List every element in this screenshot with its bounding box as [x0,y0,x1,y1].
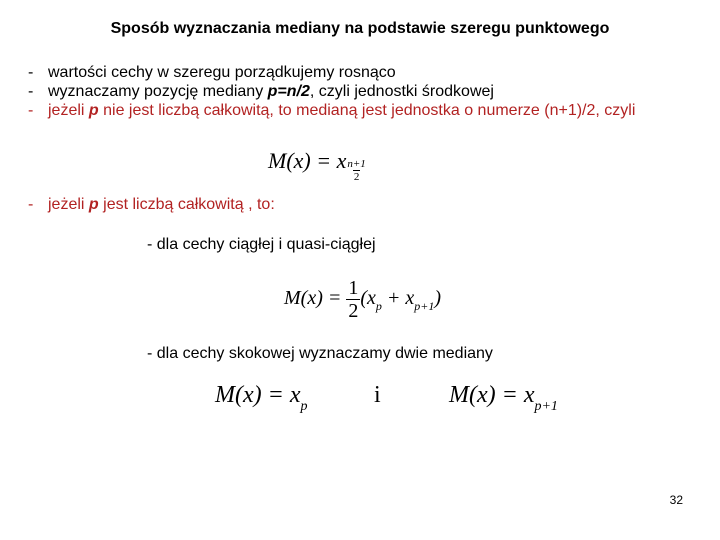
fraction-denominator: 2 [348,300,359,322]
bullet-text-part: , czyli jednostki środkowej [309,83,494,100]
bullet-list [28,63,708,120]
subheading-continuous: - dla cechy ciągłej i quasi-ciągłej [147,236,376,253]
page-number: 32 [669,493,683,507]
bullet-dash: - [28,102,34,119]
subscript-fraction [346,158,366,183]
bullet-text: wartości cechy w szeregu porządkujemy rosnąco [48,64,396,81]
bullet-dash: - [28,64,34,81]
bullet-list-2 [28,195,708,214]
variable-p: p [88,102,99,119]
subscript-denominator: 2 [353,171,360,183]
formula-continuous-median [284,277,441,322]
slide-title: Sposób wyznaczania mediany na podstawie szeregu punktowego [110,20,610,37]
formula-discrete-median-upper [449,382,558,415]
bullet-item [28,63,708,82]
bullet-item [28,82,708,101]
bullet-dash: - [28,196,34,213]
bullet-text-part: jeżeli [48,196,89,213]
bullet-text [48,195,708,214]
bullet-text-part: jeżeli [48,102,89,119]
subscript-p: p [375,299,382,314]
subscript-p: p [300,399,308,414]
bullet-item [28,195,708,214]
subscript-numerator: n+1 [347,158,366,170]
bullet-text [48,82,708,101]
bullet-dash: - [28,83,34,100]
fraction-half [346,277,360,322]
subscript-p-plus-1: p+1 [414,299,435,314]
bullet-text-part: wyznaczamy pozycję mediany [48,83,268,100]
formula-conjunction: i [374,382,381,408]
subheading-discrete: - dla cechy skokowej wyznaczamy dwie mediany [147,345,493,362]
formula-odd-median [268,148,367,183]
formula-discrete-median-lower [215,382,307,415]
bullet-text-part: nie jest liczbą całkowitą, to medianą jest jednostka o numerze (n+1)/2, czyli [98,102,636,119]
bullet-item [28,101,708,120]
fraction-numerator: 1 [348,277,359,299]
bullet-text [48,101,708,120]
formula-part: (x [360,287,376,310]
formula-lhs: M(x) = x [268,148,347,173]
median-position-formula: p=n/2 [267,83,310,100]
subscript-p-plus-1: p+1 [534,399,558,414]
formula-part: + x [381,287,415,310]
formula-lhs: M(x) = [284,287,342,310]
formula-lhs: M(x) = x [449,382,535,408]
bullet-text-part: jest liczbą całkowitą , to: [98,196,275,213]
formula-part: ) [434,287,442,310]
variable-p: p [88,196,99,213]
formula-lhs: M(x) = x [215,382,301,408]
